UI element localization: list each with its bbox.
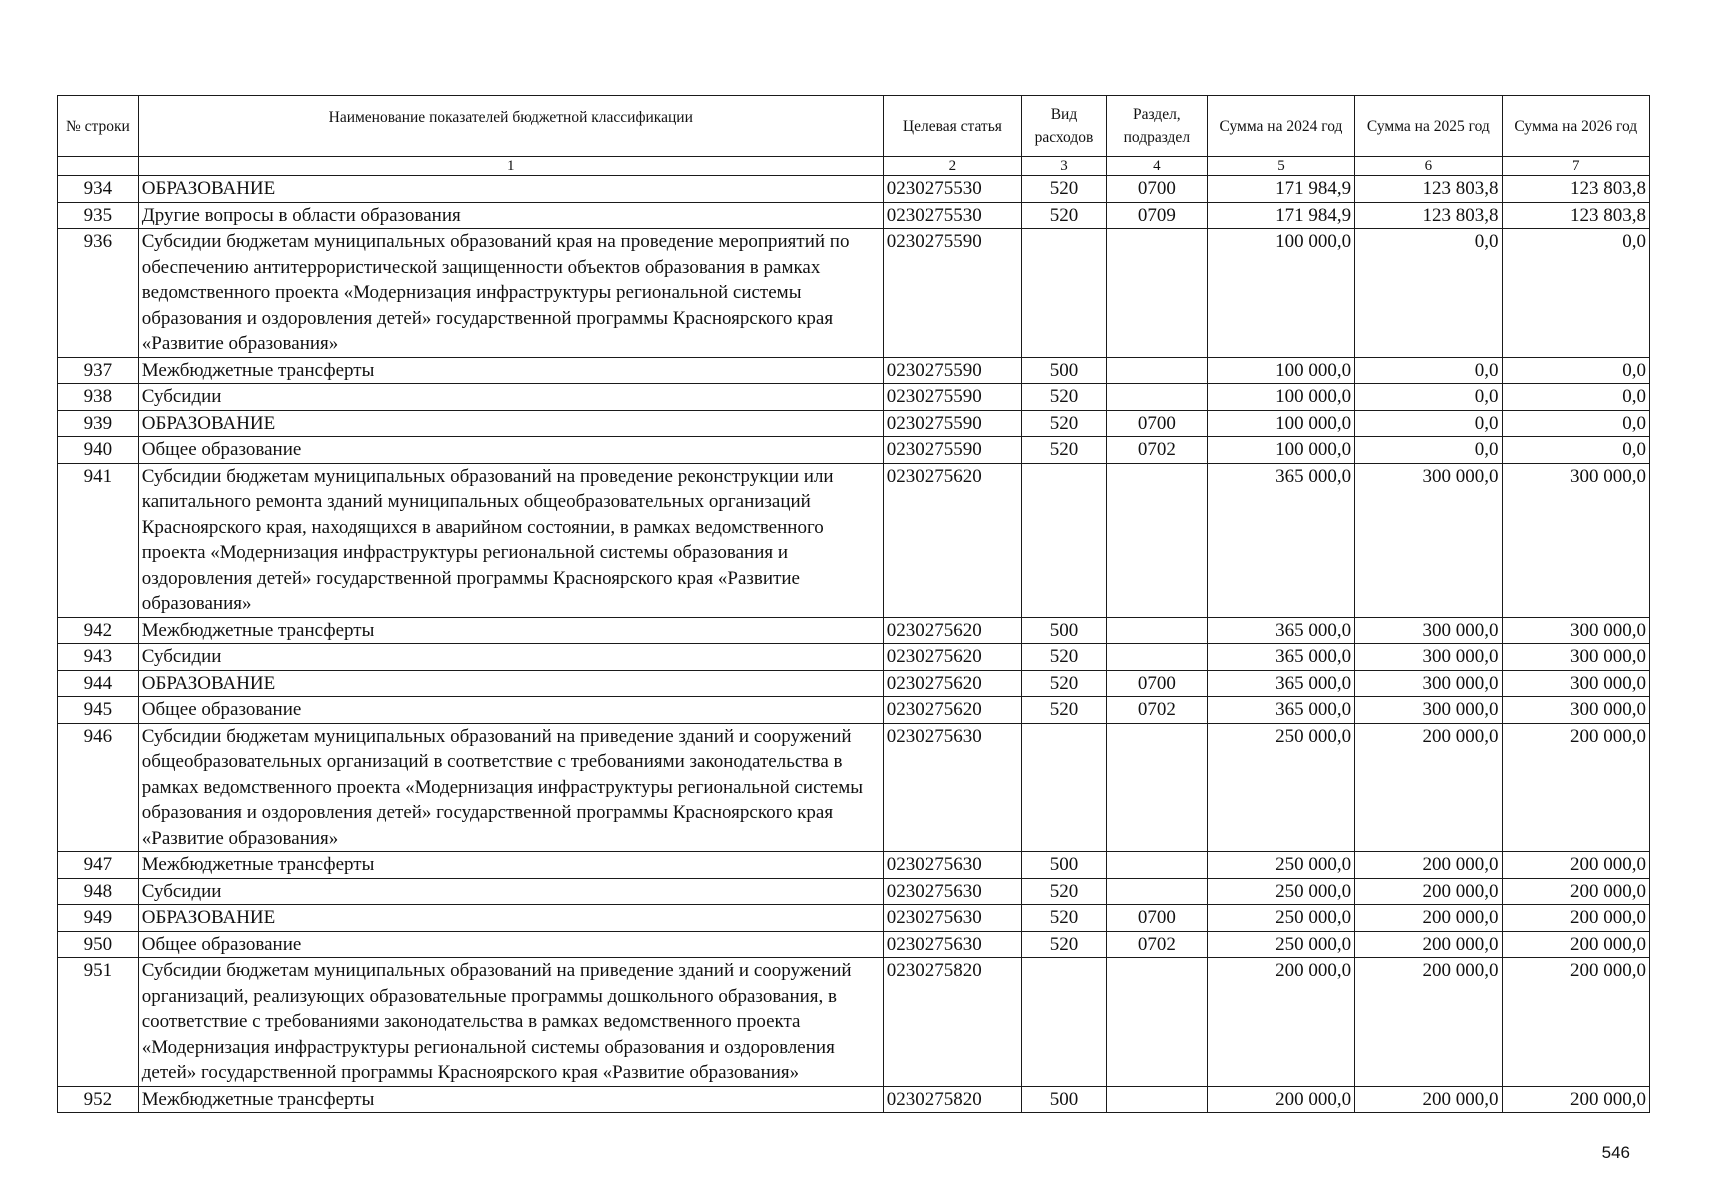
header-indicator-name: Наименование показателей бюджетной классификации: [138, 96, 883, 157]
sum-2024-cell: 171 984,9: [1207, 202, 1354, 229]
indicator-name-cell: ОБРАЗОВАНИЕ: [138, 905, 883, 932]
column-number-blank: [58, 157, 139, 176]
section-cell: 0702: [1106, 437, 1207, 464]
row-number-cell: 950: [58, 931, 139, 958]
section-cell: [1106, 878, 1207, 905]
section-cell: [1106, 644, 1207, 671]
table-header: [58, 96, 1650, 176]
row-number-cell: 951: [58, 958, 139, 1087]
indicator-name-cell: Общее образование: [138, 437, 883, 464]
column-number: 2: [883, 157, 1021, 176]
sum-2024-cell: 250 000,0: [1207, 931, 1354, 958]
expense-type-cell: [1022, 723, 1107, 852]
sum-2026-cell: 200 000,0: [1502, 931, 1649, 958]
expense-type-cell: 520: [1022, 931, 1107, 958]
table-row: [58, 437, 1650, 464]
header-target-article: Целевая статья: [883, 96, 1021, 157]
sum-2024-cell: 100 000,0: [1207, 357, 1354, 384]
indicator-name-cell: Межбюджетные трансферты: [138, 852, 883, 879]
sum-2025-cell: 200 000,0: [1355, 723, 1502, 852]
section-cell: 0700: [1106, 905, 1207, 932]
target-article-cell: 0230275590: [883, 229, 1021, 358]
section-cell: 0709: [1106, 202, 1207, 229]
expense-type-cell: 520: [1022, 670, 1107, 697]
table-row: [58, 958, 1650, 1087]
target-article-cell: 0230275630: [883, 931, 1021, 958]
column-number: 5: [1207, 157, 1354, 176]
indicator-name-cell: Общее образование: [138, 931, 883, 958]
header-expense-type: Вид расходов: [1022, 96, 1107, 157]
expense-type-cell: 520: [1022, 384, 1107, 411]
indicator-name-cell: Межбюджетные трансферты: [138, 617, 883, 644]
sum-2026-cell: 200 000,0: [1502, 958, 1649, 1087]
section-cell: 0700: [1106, 410, 1207, 437]
sum-2024-cell: 365 000,0: [1207, 463, 1354, 617]
section-cell: 0700: [1106, 670, 1207, 697]
table-row: [58, 905, 1650, 932]
table-row: [58, 357, 1650, 384]
sum-2024-cell: 100 000,0: [1207, 410, 1354, 437]
row-number-cell: 937: [58, 357, 139, 384]
target-article-cell: 0230275620: [883, 463, 1021, 617]
indicator-name-cell: Субсидии бюджетам муниципальных образований на приведение зданий и сооружений организаций, реализующих образовательные программы дошкольного образования, в соответствие с требованиями законодательства в рамках ведомственного проекта «Модернизация инфраструктуры региональной системы образования и оздоровления детей» государственной программы Красноярского края «Развитие образования»: [138, 958, 883, 1087]
sum-2025-cell: 0,0: [1355, 410, 1502, 437]
row-number-cell: 949: [58, 905, 139, 932]
section-cell: 0702: [1106, 931, 1207, 958]
expense-type-cell: 520: [1022, 697, 1107, 724]
target-article-cell: 0230275630: [883, 852, 1021, 879]
indicator-name-cell: Субсидии: [138, 878, 883, 905]
sum-2024-cell: 100 000,0: [1207, 437, 1354, 464]
sum-2025-cell: 200 000,0: [1355, 852, 1502, 879]
expense-type-cell: [1022, 463, 1107, 617]
sum-2025-cell: 300 000,0: [1355, 697, 1502, 724]
target-article-cell: 0230275630: [883, 723, 1021, 852]
header-row-number: № строки: [58, 96, 139, 157]
row-number-cell: 939: [58, 410, 139, 437]
sum-2025-cell: 200 000,0: [1355, 1086, 1502, 1113]
row-number-cell: 952: [58, 1086, 139, 1113]
sum-2025-cell: 300 000,0: [1355, 617, 1502, 644]
indicator-name-cell: Субсидии бюджетам муниципальных образований на приведение зданий и сооружений общеобразовательных организаций в соответствие с требованиями законодательства в рамках ведомственного проекта «Модернизация инфраструктуры региональной системы образования и оздоровления детей» государственной программы Красноярского края «Развитие образования»: [138, 723, 883, 852]
expense-type-cell: [1022, 229, 1107, 358]
indicator-name-cell: Межбюджетные трансферты: [138, 357, 883, 384]
sum-2024-cell: 200 000,0: [1207, 958, 1354, 1087]
table-row: [58, 176, 1650, 203]
sum-2026-cell: 200 000,0: [1502, 1086, 1649, 1113]
sum-2026-cell: 300 000,0: [1502, 644, 1649, 671]
indicator-name-cell: Межбюджетные трансферты: [138, 1086, 883, 1113]
indicator-name-cell: Общее образование: [138, 697, 883, 724]
table-row: [58, 931, 1650, 958]
expense-type-cell: [1022, 958, 1107, 1087]
section-cell: [1106, 1086, 1207, 1113]
target-article-cell: 0230275620: [883, 670, 1021, 697]
section-cell: [1106, 958, 1207, 1087]
target-article-cell: 0230275630: [883, 878, 1021, 905]
target-article-cell: 0230275820: [883, 1086, 1021, 1113]
target-article-cell: 0230275620: [883, 617, 1021, 644]
expense-type-cell: 520: [1022, 202, 1107, 229]
table-row: [58, 410, 1650, 437]
indicator-name-cell: Субсидии: [138, 644, 883, 671]
indicator-name-cell: Субсидии: [138, 384, 883, 411]
sum-2026-cell: 300 000,0: [1502, 617, 1649, 644]
target-article-cell: 0230275590: [883, 384, 1021, 411]
table-row: [58, 202, 1650, 229]
row-number-cell: 946: [58, 723, 139, 852]
sum-2026-cell: 0,0: [1502, 229, 1649, 358]
target-article-cell: 0230275530: [883, 202, 1021, 229]
row-number-cell: 943: [58, 644, 139, 671]
column-number: 7: [1502, 157, 1649, 176]
row-number-cell: 940: [58, 437, 139, 464]
expense-type-cell: 500: [1022, 852, 1107, 879]
table-row: [58, 617, 1650, 644]
section-cell: [1106, 229, 1207, 358]
row-number-cell: 941: [58, 463, 139, 617]
sum-2024-cell: 250 000,0: [1207, 723, 1354, 852]
sum-2025-cell: 123 803,8: [1355, 176, 1502, 203]
target-article-cell: 0230275590: [883, 357, 1021, 384]
sum-2026-cell: 123 803,8: [1502, 176, 1649, 203]
column-number: 1: [138, 157, 883, 176]
table-row: [58, 229, 1650, 358]
row-number-cell: 934: [58, 176, 139, 203]
table-row: [58, 852, 1650, 879]
indicator-name-cell: Другие вопросы в области образования: [138, 202, 883, 229]
section-cell: [1106, 852, 1207, 879]
indicator-name-cell: Субсидии бюджетам муниципальных образований края на проведение мероприятий по обеспечению антитеррористической защищенности объектов образования в рамках ведомственного проекта «Модернизация инфраструктуры региональной системы образования и оздоровления детей» государственной программы Красноярского края «Развитие образования»: [138, 229, 883, 358]
sum-2026-cell: 123 803,8: [1502, 202, 1649, 229]
table-row: [58, 723, 1650, 852]
sum-2026-cell: 0,0: [1502, 410, 1649, 437]
column-number: 4: [1106, 157, 1207, 176]
sum-2024-cell: 250 000,0: [1207, 905, 1354, 932]
table-row: [58, 384, 1650, 411]
sum-2026-cell: 300 000,0: [1502, 670, 1649, 697]
header-sum-2024: Сумма на 2024 год: [1207, 96, 1354, 157]
section-cell: [1106, 463, 1207, 617]
row-number-cell: 935: [58, 202, 139, 229]
sum-2025-cell: 300 000,0: [1355, 644, 1502, 671]
sum-2025-cell: 200 000,0: [1355, 958, 1502, 1087]
sum-2025-cell: 123 803,8: [1355, 202, 1502, 229]
sum-2026-cell: 0,0: [1502, 384, 1649, 411]
indicator-name-cell: ОБРАЗОВАНИЕ: [138, 670, 883, 697]
page-number: 546: [1601, 1143, 1630, 1162]
header-sum-2025: Сумма на 2025 год: [1355, 96, 1502, 157]
table-body: [58, 176, 1650, 1113]
sum-2025-cell: 0,0: [1355, 384, 1502, 411]
section-cell: [1106, 357, 1207, 384]
expense-type-cell: 520: [1022, 905, 1107, 932]
table-row: [58, 670, 1650, 697]
indicator-name-cell: Субсидии бюджетам муниципальных образований на проведение реконструкции или капитального ремонта зданий муниципальных общеобразовательных организаций Красноярского края, находящихся в аварийном состоянии, в рамках ведомственного проекта «Модернизация инфраструктуры региональной системы образования и оздоровления детей» государственной программы Красноярского края «Развитие образования»: [138, 463, 883, 617]
sum-2026-cell: 200 000,0: [1502, 852, 1649, 879]
section-cell: 0702: [1106, 697, 1207, 724]
column-number-row: [58, 157, 1650, 176]
indicator-name-cell: ОБРАЗОВАНИЕ: [138, 176, 883, 203]
sum-2026-cell: 300 000,0: [1502, 697, 1649, 724]
sum-2026-cell: 200 000,0: [1502, 723, 1649, 852]
table-row: [58, 878, 1650, 905]
column-number: 6: [1355, 157, 1502, 176]
table-row: [58, 644, 1650, 671]
expense-type-cell: 520: [1022, 878, 1107, 905]
row-number-cell: 948: [58, 878, 139, 905]
expense-type-cell: 520: [1022, 644, 1107, 671]
sum-2026-cell: 300 000,0: [1502, 463, 1649, 617]
sum-2025-cell: 200 000,0: [1355, 878, 1502, 905]
sum-2024-cell: 100 000,0: [1207, 384, 1354, 411]
row-number-cell: 938: [58, 384, 139, 411]
row-number-cell: 944: [58, 670, 139, 697]
sum-2024-cell: 100 000,0: [1207, 229, 1354, 358]
target-article-cell: 0230275590: [883, 410, 1021, 437]
sum-2024-cell: 365 000,0: [1207, 670, 1354, 697]
expense-type-cell: 520: [1022, 176, 1107, 203]
section-cell: 0700: [1106, 176, 1207, 203]
section-cell: [1106, 723, 1207, 852]
row-number-cell: 947: [58, 852, 139, 879]
sum-2024-cell: 171 984,9: [1207, 176, 1354, 203]
section-cell: [1106, 617, 1207, 644]
expense-type-cell: 500: [1022, 357, 1107, 384]
section-cell: [1106, 384, 1207, 411]
sum-2026-cell: 200 000,0: [1502, 905, 1649, 932]
target-article-cell: 0230275530: [883, 176, 1021, 203]
column-number: 3: [1022, 157, 1107, 176]
target-article-cell: 0230275630: [883, 905, 1021, 932]
header-sum-2026: Сумма на 2026 год: [1502, 96, 1649, 157]
header-section: Раздел, подраздел: [1106, 96, 1207, 157]
target-article-cell: 0230275620: [883, 644, 1021, 671]
sum-2025-cell: 300 000,0: [1355, 670, 1502, 697]
expense-type-cell: 520: [1022, 410, 1107, 437]
row-number-cell: 936: [58, 229, 139, 358]
table-row: [58, 697, 1650, 724]
sum-2024-cell: 365 000,0: [1207, 617, 1354, 644]
sum-2025-cell: 0,0: [1355, 437, 1502, 464]
table-row: [58, 463, 1650, 617]
sum-2026-cell: 0,0: [1502, 357, 1649, 384]
indicator-name-cell: ОБРАЗОВАНИЕ: [138, 410, 883, 437]
table-row: [58, 1086, 1650, 1113]
sum-2025-cell: 0,0: [1355, 229, 1502, 358]
budget-table: [57, 95, 1650, 1113]
sum-2024-cell: 365 000,0: [1207, 697, 1354, 724]
sum-2024-cell: 365 000,0: [1207, 644, 1354, 671]
target-article-cell: 0230275620: [883, 697, 1021, 724]
sum-2026-cell: 0,0: [1502, 437, 1649, 464]
sum-2025-cell: 200 000,0: [1355, 931, 1502, 958]
expense-type-cell: 500: [1022, 1086, 1107, 1113]
sum-2024-cell: 250 000,0: [1207, 878, 1354, 905]
sum-2024-cell: 200 000,0: [1207, 1086, 1354, 1113]
target-article-cell: 0230275590: [883, 437, 1021, 464]
row-number-cell: 942: [58, 617, 139, 644]
expense-type-cell: 500: [1022, 617, 1107, 644]
sum-2026-cell: 200 000,0: [1502, 878, 1649, 905]
sum-2025-cell: 200 000,0: [1355, 905, 1502, 932]
sum-2025-cell: 0,0: [1355, 357, 1502, 384]
sum-2025-cell: 300 000,0: [1355, 463, 1502, 617]
sum-2024-cell: 250 000,0: [1207, 852, 1354, 879]
expense-type-cell: 520: [1022, 437, 1107, 464]
target-article-cell: 0230275820: [883, 958, 1021, 1087]
row-number-cell: 945: [58, 697, 139, 724]
